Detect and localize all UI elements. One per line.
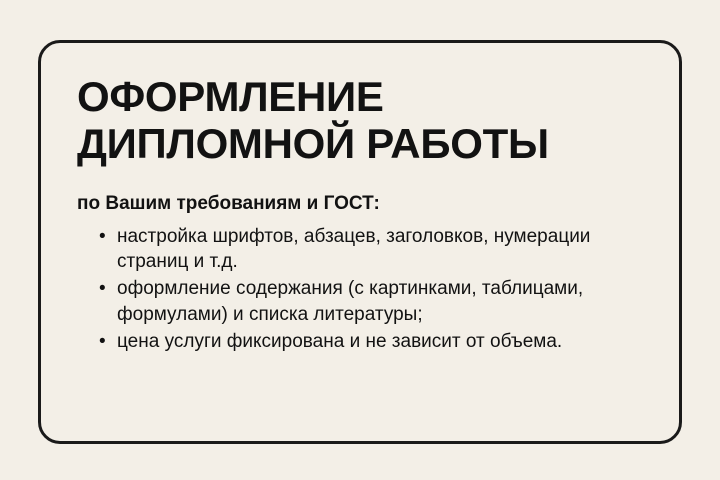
bullet-icon: • [99,278,106,300]
service-list [75,224,645,354]
poster-card [38,40,682,444]
title-line-1: ОФОРМЛЕНИЕ [77,73,384,120]
subtitle: по Вашим требованиям и ГОСТ: [77,193,380,215]
bullet-icon: • [99,330,106,352]
list-item-label: оформление содержания (с картинками, таблицами, формулами) и списка литературы; [117,278,584,325]
bullet-icon: • [99,225,106,247]
list-item [97,224,645,275]
list-item [97,329,645,354]
page-title [75,73,645,167]
list-item-label: цена услуги фиксирована и не зависит от объема. [117,330,563,352]
list-item [97,276,645,327]
list-item-label: настройка шрифтов, абзацев, заголовков, нумерации страниц и т.д. [117,225,591,273]
title-line-2: ДИПЛОМНОЙ РАБОТЫ [77,120,549,168]
